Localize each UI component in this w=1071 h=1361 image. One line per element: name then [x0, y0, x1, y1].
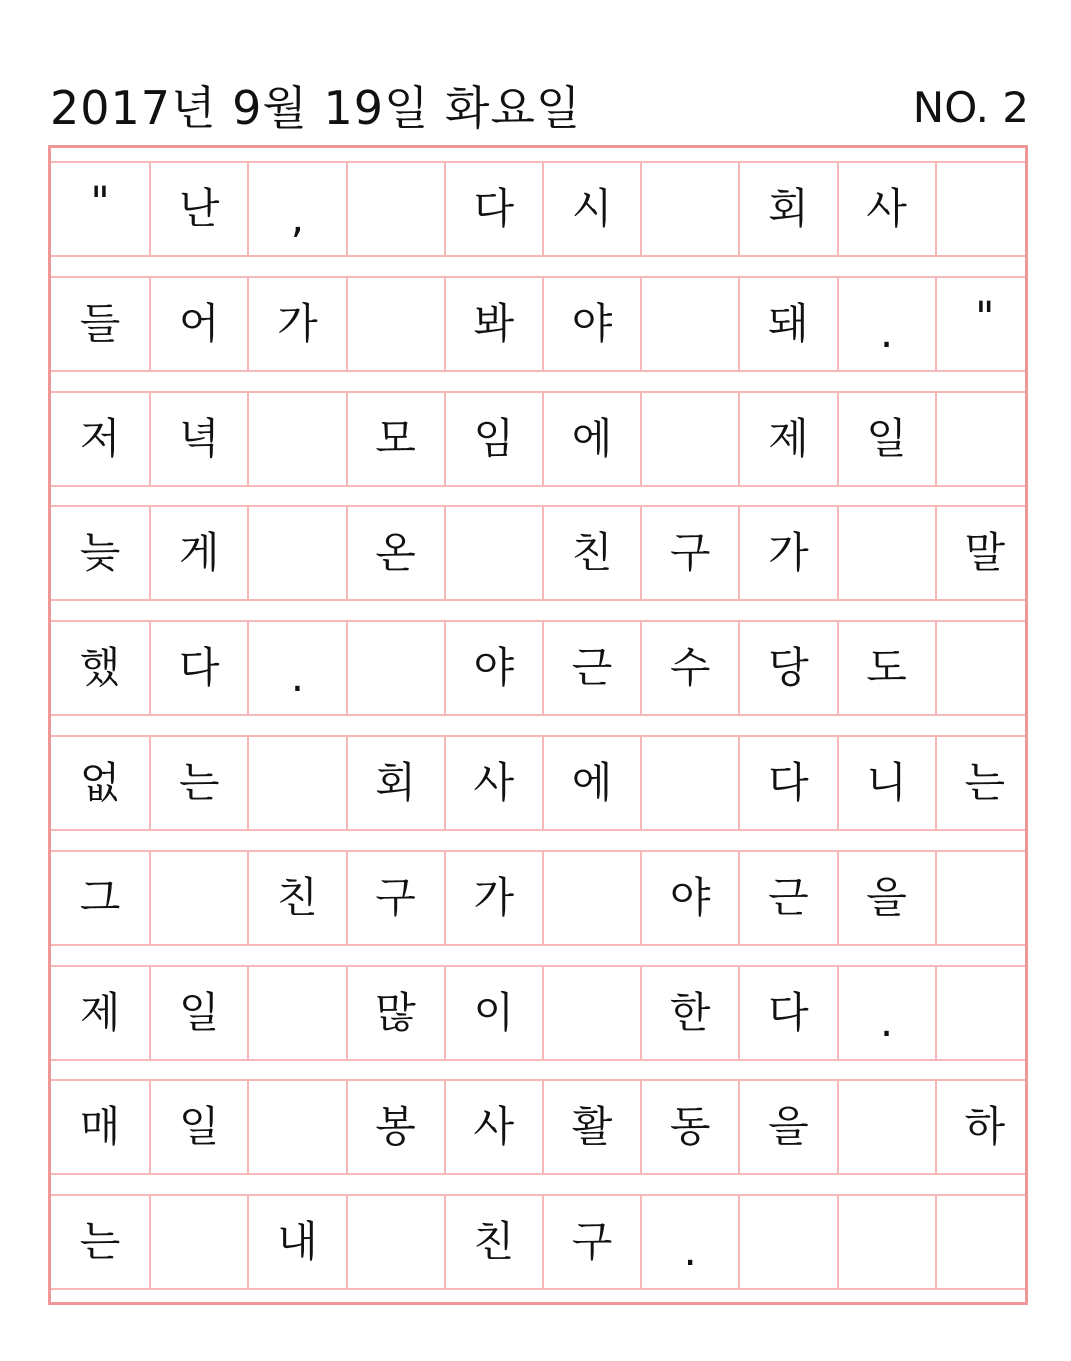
grid-cell: 어	[149, 278, 247, 370]
grid-cell: .	[640, 1196, 738, 1288]
grid-cell: 다	[738, 967, 836, 1059]
grid-cell: 제	[738, 393, 836, 485]
grid-cell: 는	[79, 1217, 121, 1267]
grid-cell	[444, 507, 542, 599]
grid-cell	[640, 393, 738, 485]
grid-cell: 다	[738, 737, 836, 829]
grid-cell	[149, 1196, 247, 1288]
grid-row	[51, 161, 1025, 257]
grid-row	[51, 391, 1025, 487]
grid-cell: 온	[346, 507, 444, 599]
grid-row	[51, 276, 1025, 372]
grid-cell: 가	[247, 278, 345, 370]
grid-cell	[837, 1196, 935, 1288]
grid-cell: 구	[640, 507, 738, 599]
grid-cell: 구	[542, 1196, 640, 1288]
grid-cell: 이	[444, 967, 542, 1059]
grid-row	[51, 1079, 1025, 1175]
grid-row	[51, 850, 1025, 946]
grid-row	[51, 735, 1025, 831]
grid-cell: 야	[444, 622, 542, 714]
grid-cell: 내	[247, 1196, 345, 1288]
grid-cell: 니	[837, 737, 935, 829]
grid-cell: 활	[542, 1081, 640, 1173]
grid-cell: 없	[79, 758, 121, 807]
grid-cell: 을	[837, 852, 935, 944]
grid-cell	[640, 163, 738, 255]
grid-cell: 가	[738, 507, 836, 599]
grid-cell: 제	[79, 987, 121, 1037]
grid-cell: 일	[149, 1081, 247, 1173]
grid-cell: 사	[837, 163, 935, 255]
grid-cell	[247, 507, 345, 599]
grid-cell: .	[837, 278, 935, 370]
grid-cell: 가	[444, 852, 542, 944]
grid-cell: 야	[542, 278, 640, 370]
grid-cell: 는	[149, 737, 247, 829]
grid-cell: 친	[542, 507, 640, 599]
grid-cell: ,	[247, 163, 345, 255]
grid-cell: 동	[640, 1081, 738, 1173]
grid-cell: 임	[444, 393, 542, 485]
grid-row	[51, 1194, 1025, 1290]
grid-cell	[935, 852, 1033, 944]
grid-cell	[935, 622, 1033, 714]
grid-cell	[935, 393, 1033, 485]
grid-cell: 봉	[346, 1081, 444, 1173]
grid-cell	[346, 622, 444, 714]
grid-cell: 하	[935, 1081, 1033, 1173]
grid-cell	[935, 163, 1033, 255]
grid-cell: 에	[542, 737, 640, 829]
grid-cell: 들	[79, 298, 121, 348]
grid-cell	[346, 163, 444, 255]
grid-row	[51, 965, 1025, 1061]
grid-cell	[346, 1196, 444, 1288]
grid-cell: 저	[79, 413, 121, 463]
grid-cell	[247, 393, 345, 485]
grid-cell: 회	[738, 163, 836, 255]
grid-cell: 시	[542, 163, 640, 255]
grid-cell: .	[837, 967, 935, 1059]
grid-cell: 녁	[149, 393, 247, 485]
grid-cell: 일	[149, 967, 247, 1059]
grid-row	[51, 505, 1025, 601]
grid-cell: 다	[149, 622, 247, 714]
grid-cell: 을	[738, 1081, 836, 1173]
grid-cell: 한	[640, 967, 738, 1059]
grid-cell: 많	[346, 967, 444, 1059]
grid-cell: 도	[837, 622, 935, 714]
grid-cell: 수	[640, 622, 738, 714]
grid-cell: 그	[79, 872, 121, 922]
grid-cell	[935, 1196, 1033, 1288]
grid-cell	[640, 278, 738, 370]
grid-cell: 봐	[444, 278, 542, 370]
grid-cell	[738, 1196, 836, 1288]
grid-cell: 회	[346, 737, 444, 829]
grid-cell: 근	[542, 622, 640, 714]
grid-cell: 구	[346, 852, 444, 944]
grid-cell: 사	[444, 1081, 542, 1173]
manuscript-grid	[48, 145, 1028, 1305]
grid-cell: "	[935, 278, 1033, 370]
grid-cell: 친	[247, 852, 345, 944]
grid-cell: 근	[738, 852, 836, 944]
grid-cell: 늦	[79, 528, 121, 578]
grid-cell: 말	[935, 507, 1033, 599]
grid-cell	[149, 852, 247, 944]
grid-cell	[346, 278, 444, 370]
grid-cell	[247, 1081, 345, 1173]
diary-date: 2017년 9월 19일 화요일	[50, 81, 582, 135]
grid-cell: .	[247, 622, 345, 714]
grid-cell	[837, 507, 935, 599]
grid-cell: 사	[444, 737, 542, 829]
grid-cell: 난	[149, 163, 247, 255]
grid-cell	[247, 967, 345, 1059]
grid-cell: 에	[542, 393, 640, 485]
grid-cell: "	[90, 177, 110, 226]
grid-row	[51, 620, 1025, 716]
grid-cell: 일	[837, 393, 935, 485]
page-number: NO. 2	[912, 83, 1029, 132]
grid-cell	[935, 967, 1033, 1059]
grid-cell	[837, 1081, 935, 1173]
grid-cell: 게	[149, 507, 247, 599]
grid-cell	[542, 852, 640, 944]
grid-cell: 야	[640, 852, 738, 944]
grid-cell: 모	[346, 393, 444, 485]
grid-cell	[247, 737, 345, 829]
grid-cell: 는	[935, 737, 1033, 829]
grid-cell	[640, 737, 738, 829]
grid-cell: 했	[79, 643, 121, 693]
grid-cell: 매	[79, 1102, 121, 1152]
grid-cell: 친	[444, 1196, 542, 1288]
grid-cell: 돼	[738, 278, 836, 370]
grid-cell: 다	[444, 163, 542, 255]
grid-cell: 당	[738, 622, 836, 714]
grid-cell	[542, 967, 640, 1059]
